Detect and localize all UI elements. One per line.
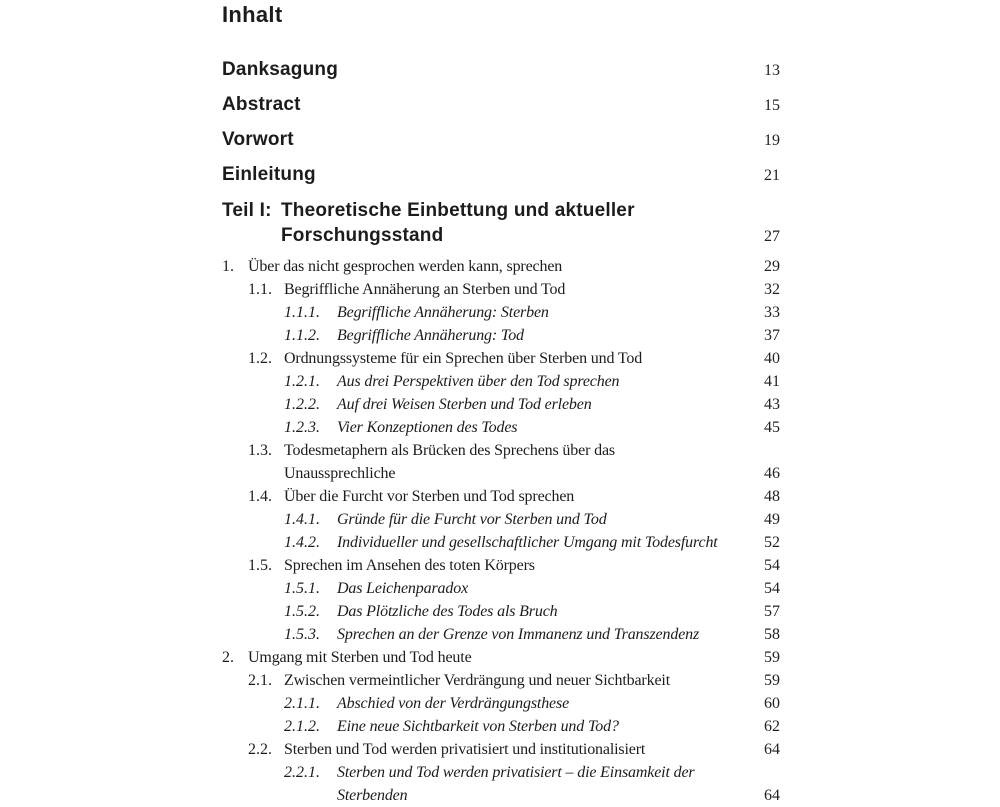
front-matter-label: Abstract bbox=[222, 94, 301, 115]
front-matter-row bbox=[222, 58, 780, 82]
entry-line: Vier Konzeptionen des Todes bbox=[337, 419, 518, 436]
entry-text bbox=[284, 278, 756, 301]
entry-line: Sterben und Tod werden privatisiert – die Einsamkeit der bbox=[337, 764, 695, 781]
part-heading bbox=[222, 198, 780, 248]
entry-text bbox=[248, 646, 756, 669]
entry-number: 1.4.1. bbox=[284, 511, 320, 528]
entry-number: 2.1. bbox=[248, 672, 272, 689]
page-number: 15 bbox=[764, 97, 780, 114]
page-number: 33 bbox=[764, 304, 780, 321]
entry-line: Sterben und Tod werden privatisiert und institutionalisiert bbox=[284, 741, 646, 758]
toc-entry bbox=[222, 738, 780, 761]
page-number: 57 bbox=[764, 603, 780, 620]
toc-entry bbox=[222, 301, 780, 324]
entry-line: Begriffliche Annäherung: Tod bbox=[337, 327, 524, 344]
entry-text bbox=[337, 531, 756, 554]
page-number: 41 bbox=[764, 373, 780, 390]
page-number: 27 bbox=[764, 228, 780, 245]
toc-entry bbox=[222, 347, 780, 370]
entry-number: 1. bbox=[222, 258, 234, 275]
page-number: 59 bbox=[764, 672, 780, 689]
entry-line: Zwischen vermeintlicher Verdrängung und neuer Sichtbarkeit bbox=[284, 672, 670, 689]
toc-entry bbox=[222, 600, 780, 623]
entry-number: 2.2.1. bbox=[284, 764, 320, 781]
page-number: 19 bbox=[764, 132, 780, 149]
entry-line: Ordnungssysteme für ein Sprechen über Sterben und Tod bbox=[284, 350, 643, 367]
toc-entry bbox=[222, 370, 780, 393]
front-matter-label: Vorwort bbox=[222, 129, 294, 150]
entry-number: 1.5. bbox=[248, 557, 272, 574]
page-number: 54 bbox=[764, 557, 780, 574]
entry-number: 1.5.2. bbox=[284, 603, 320, 620]
entry-text bbox=[284, 554, 756, 577]
page-number: 64 bbox=[764, 787, 780, 804]
toc-entry bbox=[222, 669, 780, 692]
entry-line: Umgang mit Sterben und Tod heute bbox=[248, 649, 472, 666]
entry-line: Eine neue Sichtbarkeit von Sterben und Tod? bbox=[337, 718, 619, 735]
entry-line: Individueller und gesellschaftlicher Umgang mit Todesfurcht bbox=[337, 534, 718, 551]
page-number: 37 bbox=[764, 327, 780, 344]
toc-page bbox=[222, 3, 780, 807]
toc-entry bbox=[222, 278, 780, 301]
entry-text bbox=[337, 393, 756, 416]
page-number: 46 bbox=[764, 465, 780, 482]
toc-entry bbox=[222, 646, 780, 669]
toc-entry bbox=[222, 531, 780, 554]
entry-text bbox=[337, 692, 756, 715]
toc-entry bbox=[222, 761, 780, 807]
page-number: 40 bbox=[764, 350, 780, 367]
page-number: 48 bbox=[764, 488, 780, 505]
page-number: 43 bbox=[764, 396, 780, 413]
page-number: 54 bbox=[764, 580, 780, 597]
entry-line: Das Leichenparadox bbox=[337, 580, 469, 597]
entry-text bbox=[337, 623, 756, 646]
entry-line: Sterbenden bbox=[337, 787, 408, 804]
part-title-line: Theoretische Einbettung und aktueller bbox=[281, 200, 635, 221]
entry-text bbox=[284, 669, 756, 692]
entry-line: Todesmetaphern als Brücken des Sprechens über das bbox=[284, 442, 615, 459]
entry-number: 1.1.2. bbox=[284, 327, 320, 344]
toc-entry bbox=[222, 623, 780, 646]
part-title-line: Forschungsstand bbox=[281, 225, 444, 246]
entry-line: Das Plötzliche des Todes als Bruch bbox=[337, 603, 558, 620]
toc-entry bbox=[222, 439, 780, 485]
entry-text bbox=[284, 738, 756, 761]
entry-text bbox=[337, 577, 756, 600]
page-number: 52 bbox=[764, 534, 780, 551]
page-number: 59 bbox=[764, 649, 780, 666]
entry-number: 1.1. bbox=[248, 281, 272, 298]
toc-entry bbox=[222, 416, 780, 439]
entry-line: Aus drei Perspektiven über den Tod sprechen bbox=[337, 373, 620, 390]
entry-number: 1.1.1. bbox=[284, 304, 320, 321]
entry-text bbox=[284, 485, 756, 508]
front-matter-row bbox=[222, 128, 780, 152]
front-matter-row bbox=[222, 93, 780, 117]
entry-number: 2.2. bbox=[248, 741, 272, 758]
entry-line: Gründe für die Furcht vor Sterben und Tod bbox=[337, 511, 607, 528]
toc-entry bbox=[222, 255, 780, 278]
toc-entry bbox=[222, 324, 780, 347]
page-number: 29 bbox=[764, 258, 780, 275]
page-number: 62 bbox=[764, 718, 780, 735]
entry-line: Begriffliche Annäherung: Sterben bbox=[337, 304, 549, 321]
entry-text bbox=[337, 370, 756, 393]
entry-line: Über das nicht gesprochen werden kann, sprechen bbox=[248, 258, 563, 275]
entry-text bbox=[284, 347, 756, 370]
entry-number: 1.5.3. bbox=[284, 626, 320, 643]
toc-entry bbox=[222, 393, 780, 416]
entry-number: 1.2.2. bbox=[284, 396, 320, 413]
entry-number: 1.2.3. bbox=[284, 419, 320, 436]
entry-number: 1.2.1. bbox=[284, 373, 320, 390]
front-matter-label: Danksagung bbox=[222, 59, 339, 80]
page-number: 60 bbox=[764, 695, 780, 712]
entry-text bbox=[248, 255, 756, 278]
entry-line: Abschied von der Verdrängungsthese bbox=[337, 695, 570, 712]
page-number: 21 bbox=[764, 167, 780, 184]
entry-number: 1.3. bbox=[248, 442, 272, 459]
entry-text bbox=[337, 600, 756, 623]
entry-number: 2. bbox=[222, 649, 234, 666]
page-number: 58 bbox=[764, 626, 780, 643]
entry-text bbox=[284, 439, 756, 485]
part-label: Teil I: bbox=[222, 200, 272, 221]
entry-line: Über die Furcht vor Sterben und Tod sprechen bbox=[284, 488, 575, 505]
toc-entries bbox=[222, 255, 780, 807]
entry-text bbox=[337, 416, 756, 439]
page-number: 13 bbox=[764, 62, 780, 79]
front-matter-label: Einleitung bbox=[222, 164, 316, 185]
front-matter-row bbox=[222, 163, 780, 187]
entry-number: 2.1.1. bbox=[284, 695, 320, 712]
entry-number: 1.5.1. bbox=[284, 580, 320, 597]
entry-line: Begriffliche Annäherung an Sterben und Tod bbox=[284, 281, 566, 298]
page-number: 45 bbox=[764, 419, 780, 436]
entry-line: Unaussprechliche bbox=[284, 465, 396, 482]
front-matter-list bbox=[222, 58, 780, 187]
entry-number: 2.1.2. bbox=[284, 718, 320, 735]
toc-entry bbox=[222, 485, 780, 508]
toc-entry bbox=[222, 692, 780, 715]
entry-text bbox=[337, 715, 756, 738]
entry-text bbox=[337, 301, 756, 324]
entry-number: 1.4.2. bbox=[284, 534, 320, 551]
toc-entry bbox=[222, 508, 780, 531]
entry-text bbox=[337, 324, 756, 347]
entry-line: Sprechen an der Grenze von Immanenz und Transzendenz bbox=[337, 626, 700, 643]
entry-number: 1.4. bbox=[248, 488, 272, 505]
page-number: 49 bbox=[764, 511, 780, 528]
toc-entry bbox=[222, 554, 780, 577]
entry-text bbox=[337, 761, 756, 807]
page-title: Inhalt bbox=[222, 2, 283, 27]
part-title bbox=[281, 198, 756, 248]
entry-text bbox=[337, 508, 756, 531]
toc-entry bbox=[222, 715, 780, 738]
entry-line: Sprechen im Ansehen des toten Körpers bbox=[284, 557, 535, 574]
toc-entry bbox=[222, 577, 780, 600]
entry-line: Auf drei Weisen Sterben und Tod erleben bbox=[337, 396, 592, 413]
page-number: 64 bbox=[764, 741, 780, 758]
entry-number: 1.2. bbox=[248, 350, 272, 367]
page-number: 32 bbox=[764, 281, 780, 298]
